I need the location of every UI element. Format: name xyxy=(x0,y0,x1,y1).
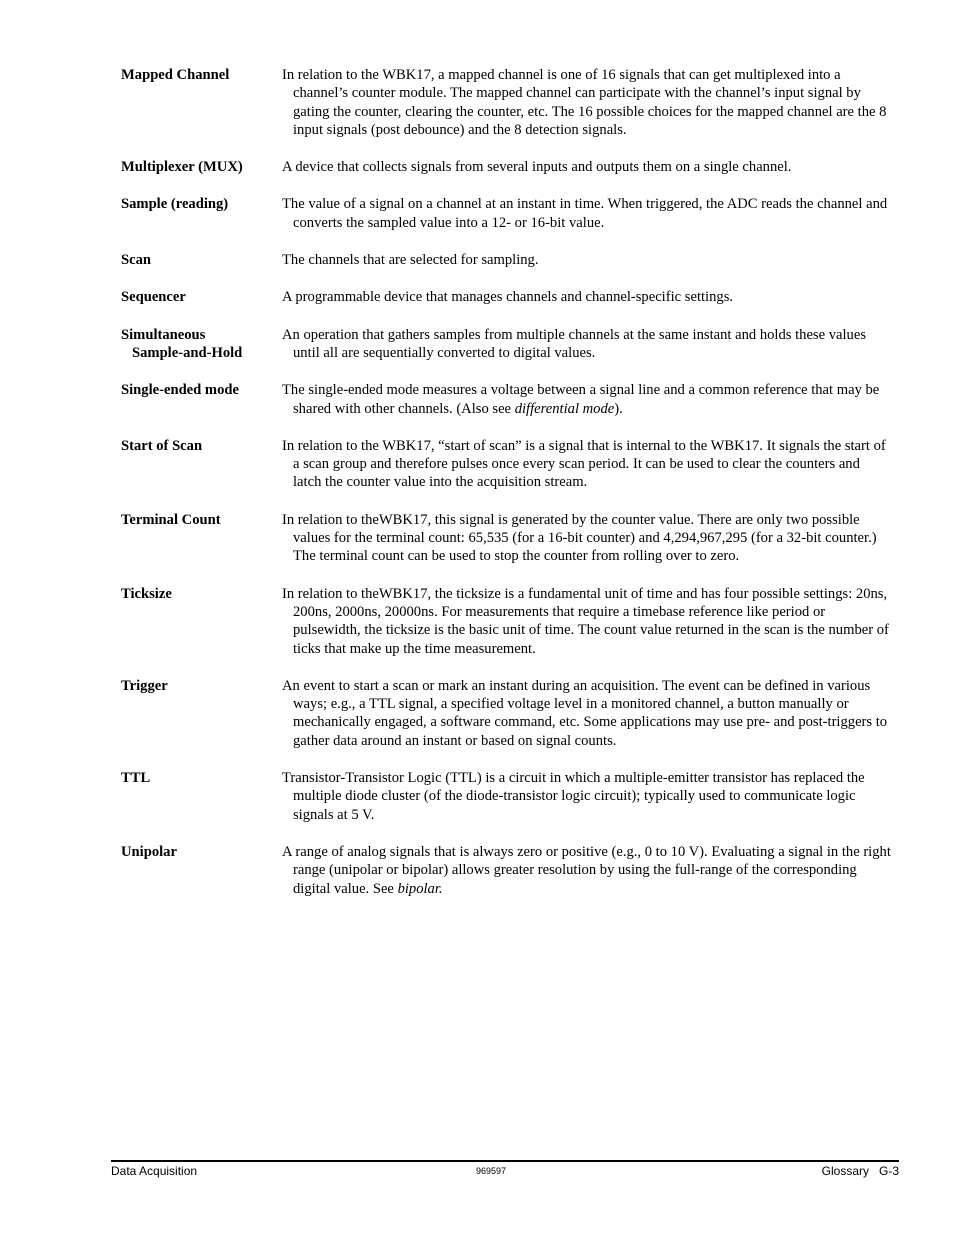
footer-document-title: Data Acquisition xyxy=(111,1164,198,1178)
glossary-definition xyxy=(282,769,891,824)
cross-reference-term: bipolar. xyxy=(397,880,443,897)
glossary-term-label: Mapped Channel xyxy=(121,67,230,83)
definition-text: Transistor-Transistor Logic (TTL) is a circuit in which a multiple-emitter transistor has replaced the multiple diode cluster (of the diode-transistor logic circuit); typically used to communicate logic signals at 5 V. xyxy=(282,770,865,823)
glossary-entry xyxy=(121,288,891,306)
footer-document-number: 969597 xyxy=(476,1166,507,1176)
glossary-term-label: Single-ended mode xyxy=(121,382,239,399)
glossary-entry xyxy=(121,843,891,898)
glossary-entry xyxy=(121,769,891,824)
glossary-definition xyxy=(282,158,891,176)
glossary-term-label: Terminal Count xyxy=(121,511,221,528)
definition-text: The value of a signal on a channel at an instant in time. When triggered, the ADC reads the channel and converts the sampled value into a 12- or 16-bit value. xyxy=(282,196,888,231)
glossary-definition xyxy=(282,195,891,232)
glossary-definition xyxy=(282,437,891,492)
glossary-term-label: Scan xyxy=(121,252,152,269)
glossary-entry xyxy=(121,66,891,139)
glossary-entry xyxy=(121,585,891,658)
glossary-term xyxy=(121,288,282,306)
glossary-term-label: Sequencer xyxy=(121,289,186,306)
glossary-definition xyxy=(282,381,891,418)
glossary-entry xyxy=(121,381,891,418)
footer-page-number: Glossary G-3 xyxy=(821,1164,899,1178)
glossary-term xyxy=(121,843,282,898)
glossary-entry xyxy=(121,158,891,176)
glossary-term xyxy=(121,381,282,418)
glossary-term-label: Simultaneous xyxy=(121,326,206,343)
glossary-entry xyxy=(121,511,891,566)
glossary-term xyxy=(121,511,282,566)
glossary-term xyxy=(121,585,282,658)
definition-text: In relation to theWBK17, this signal is generated by the counter value. There are only two possible values for the terminal count: 65,535 (for a 16-bit counter) and 4,294,967,295 (for a 32-bit counter.) The terminal count can be used to stop the counter from rolling over to zero. xyxy=(282,511,877,565)
glossary-definition xyxy=(282,585,891,658)
glossary-term xyxy=(121,195,282,232)
glossary-term xyxy=(121,677,282,750)
cross-reference-term: differential mode xyxy=(514,400,615,417)
glossary-term-label: Multiplexer (MUX) xyxy=(121,159,243,176)
glossary-term xyxy=(121,437,282,492)
definition-text: In relation to the WBK17, “start of scan” is a signal that is internal to the WBK17. It signals the start of a scan group and therefore pulses once every scan period. It can be used to clear the counters and latch the counter value into the acquisition stream. xyxy=(282,437,886,491)
glossary-entry xyxy=(121,251,891,269)
glossary-definition xyxy=(282,843,891,898)
definition-text: The channels that are selected for sampling. xyxy=(282,252,539,269)
definition-text: A range of analog signals that is always zero or positive (e.g., 0 to 10 V). Evaluating a signal in the right range (unipolar or bipolar) allows greater resolution by using the full-range of the corresponding digital value. See xyxy=(282,843,891,897)
glossary-definition xyxy=(282,677,891,750)
definition-text: A programmable device that manages channels and channel-specific settings. xyxy=(282,289,734,306)
glossary-entry xyxy=(121,326,891,363)
glossary-term-label: Sample (reading) xyxy=(121,196,229,213)
glossary-list xyxy=(121,66,891,917)
glossary-entry xyxy=(121,195,891,232)
definition-text: ). xyxy=(614,400,623,417)
glossary-term xyxy=(121,251,282,269)
glossary-term xyxy=(121,66,282,139)
definition-text: A device that collects signals from several inputs and outputs them on a single channel. xyxy=(282,159,792,176)
page-footer xyxy=(111,1164,899,1180)
definition-text: An operation that gathers samples from multiple channels at the same instant and holds these values until all are sequentially converted to digital values. xyxy=(282,326,867,361)
glossary-entry xyxy=(121,437,891,492)
glossary-term-label: TTL xyxy=(121,770,151,787)
glossary-term-label-continued: Sample-and-Hold xyxy=(132,344,243,361)
definition-text: In relation to the WBK17, a mapped channel is one of 16 signals that can get multiplexed into a channel’s counter module. The mapped channel can participate with the channel’s input signal by gating the counter, clearing the counter, etc. The 16 possible choices for the mapped channel are the 8 input signals (post debounce) and the 8 detection signals. xyxy=(282,67,887,138)
footer-rule xyxy=(111,1160,899,1162)
glossary-term-label: Ticksize xyxy=(121,585,172,602)
glossary-term xyxy=(121,769,282,824)
glossary-term xyxy=(121,158,282,176)
glossary-entry xyxy=(121,677,891,750)
glossary-term-label: Start of Scan xyxy=(121,437,203,454)
glossary-term-label: Unipolar xyxy=(121,843,177,860)
definition-text: The single-ended mode measures a voltage between a signal line and a common reference that may be shared with other channels. (Also see xyxy=(282,382,880,417)
glossary-term-label: Trigger xyxy=(121,677,168,694)
glossary-definition xyxy=(282,66,891,139)
definition-text: In relation to theWBK17, the ticksize is a fundamental unit of time and has four possible settings: 20ns, 200ns, 2000ns, 20000ns. For measurements that require a timebase reference like period or pulsewidth, the ticksize is the basic unit of time. The count value returned in the scan is the number of ticks that make up the time measurement. xyxy=(282,585,889,657)
glossary-definition xyxy=(282,288,891,306)
glossary-definition xyxy=(282,326,891,363)
glossary-term xyxy=(121,326,282,363)
glossary-definition xyxy=(282,251,891,269)
glossary-definition xyxy=(282,511,891,566)
definition-text: An event to start a scan or mark an instant during an acquisition. The event can be defined in various ways; e.g., a TTL signal, a specified voltage level in a monitored channel, a button manually or mechanically engaged, a software command, etc. Some applications may use pre- and post-triggers to gather data around an instant or based on signal counts. xyxy=(282,677,888,749)
